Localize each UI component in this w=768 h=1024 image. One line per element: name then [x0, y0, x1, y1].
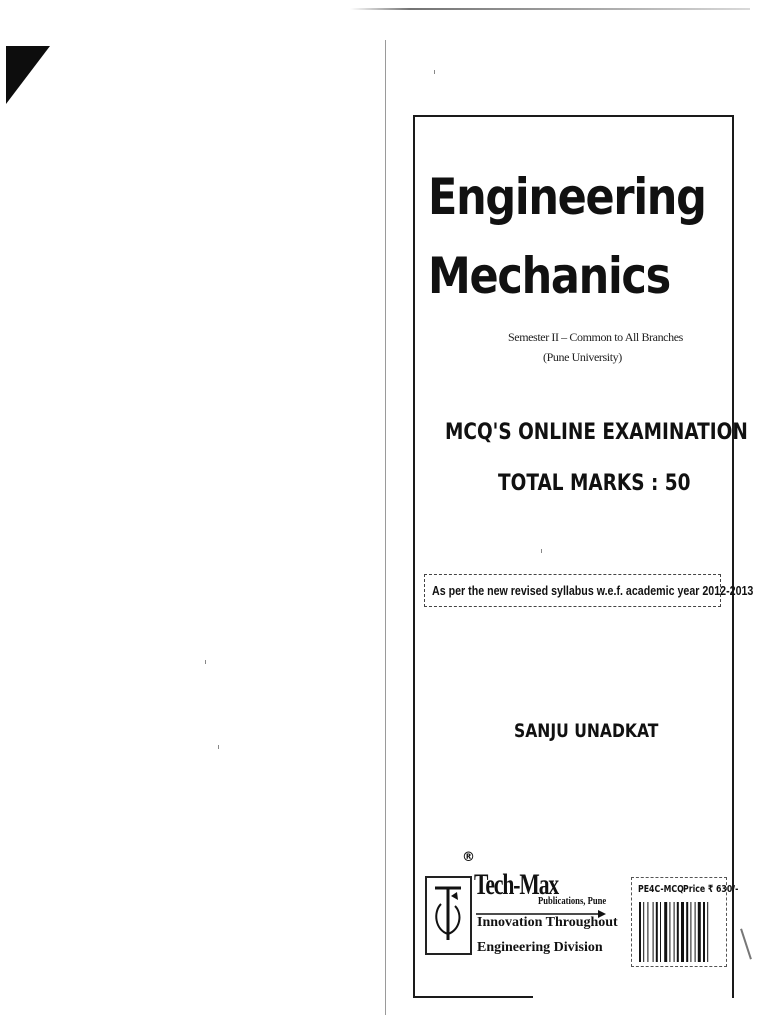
- publisher-brand: Tech-Max: [474, 868, 559, 901]
- barcode-icon: [637, 902, 721, 962]
- scan-speck: [218, 745, 219, 749]
- exam-type-heading: MCQ'S ONLINE EXAMINATION: [445, 420, 748, 445]
- book-price: Price ₹ 630/-: [683, 884, 739, 895]
- author-name: SANJU UNADKAT: [514, 720, 659, 742]
- scan-speck: [434, 70, 435, 74]
- registered-mark: ®: [462, 850, 475, 865]
- semester-subtitle: Semester II – Common to All Branches: [508, 330, 683, 344]
- scan-edge-line: [350, 8, 750, 10]
- publisher-place: Publications, Pune: [538, 895, 607, 907]
- title-line-1: Engineering: [428, 168, 706, 226]
- title-line-2: Mechanics: [428, 247, 670, 305]
- syllabus-note: As per the new revised syllabus w.e.f. academic year 2012-2013: [432, 583, 754, 598]
- publisher-logo-icon: [425, 876, 472, 955]
- scan-mark: [740, 928, 752, 959]
- corner-triangle-mark: [6, 46, 50, 104]
- university-subtitle: (Pune University): [543, 350, 622, 364]
- publisher-tagline: Innovation Throughout: [477, 915, 618, 930]
- book-code: PE4C-MCQ: [638, 884, 684, 895]
- total-marks-heading: TOTAL MARKS : 50: [498, 471, 691, 496]
- publisher-division: Engineering Division: [477, 940, 603, 955]
- scan-speck: [205, 660, 206, 664]
- cover-bottom-edge: [413, 996, 533, 998]
- scan-speck: [541, 549, 542, 553]
- page-spine-line: [385, 40, 386, 1015]
